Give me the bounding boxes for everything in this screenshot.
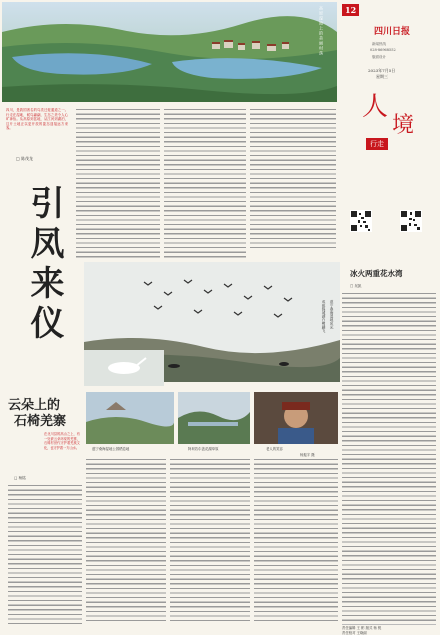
- bottom-caption-a: 遂宁桑海湿地公园栖息地: [92, 447, 130, 451]
- footer-editor: 责任编辑 王 彬 版式 杨 锐: [342, 626, 382, 630]
- bottom-photo-a: [86, 392, 174, 444]
- feature-body-col3: [250, 108, 336, 248]
- story2-title-line2: 石椅羌寨: [14, 414, 67, 429]
- bottom-caption-c: 老人的笑容: [266, 447, 283, 451]
- story2-deck: 在北川县的高山之上，有一处被云朵环绕的羌寨，石椅村世代守护着羌族文化，也守护着一方山水。: [44, 432, 80, 450]
- section-subtitle: 境: [392, 113, 415, 138]
- birds-caption: 遂宁桑海湿地风光: [330, 300, 334, 329]
- paper-name: 四川日报: [374, 27, 411, 37]
- egret-photo: [84, 350, 164, 386]
- photo-credit: 杨振宇 摄: [300, 453, 315, 457]
- feature-body-col2: [164, 108, 246, 258]
- issue-weekday: 星期三: [376, 74, 388, 79]
- hotline-label: 新闻热线: [372, 42, 386, 46]
- story2-byline: □ 杨铭: [14, 476, 26, 480]
- bottom-photo-b: [178, 392, 250, 444]
- hotline-number: 028-86968552: [370, 48, 396, 52]
- masthead: [340, 2, 438, 148]
- story2-body-col2: [86, 458, 166, 624]
- feature-byline: □ 陈茂龙: [16, 156, 34, 161]
- issue-date: 2023年7月5日: [368, 68, 396, 73]
- story3-body: [342, 292, 436, 622]
- qr-code-right: [400, 210, 422, 232]
- story2-body-col4: [254, 458, 338, 624]
- top-photo-caption: 高原湿地上的美丽村落: [319, 6, 324, 56]
- story2-body-col3: [170, 458, 250, 624]
- footer-proof: 责任校对 王晓丽: [342, 631, 367, 635]
- qr-code-left: [350, 210, 372, 232]
- story3-title: 冰火两重花水湾: [350, 269, 403, 278]
- bottom-photo-c: [254, 392, 338, 444]
- section-title: 人: [362, 92, 389, 122]
- top-photo-wetland-village: [2, 2, 337, 102]
- column-tag: 行走: [366, 138, 388, 150]
- page-number: 12: [342, 4, 359, 16]
- egret-caption: 成都锦城湖白鹭翩飞: [322, 300, 326, 333]
- feature-title: 引凤来仪: [24, 185, 64, 345]
- story3-byline: □ 吴凯: [350, 284, 362, 288]
- story2-body-col1: [8, 484, 82, 624]
- feature-body-col1: [76, 108, 160, 258]
- story2-title-line1: 云朵上的: [8, 398, 61, 413]
- bottom-caption-b: 阿坝若尔盖花湖草原: [188, 447, 219, 451]
- feature-deck: 四川，是我国著名的鸟类迁徙通道之一。行走在湿地，候鸟翩翩，生态之美令人心旷神怡。从高原到盆地，从江河到湖泊，这片土地正以更开放的姿态迎接远方来客。: [6, 108, 68, 131]
- edit-label: 版面设计: [372, 55, 386, 59]
